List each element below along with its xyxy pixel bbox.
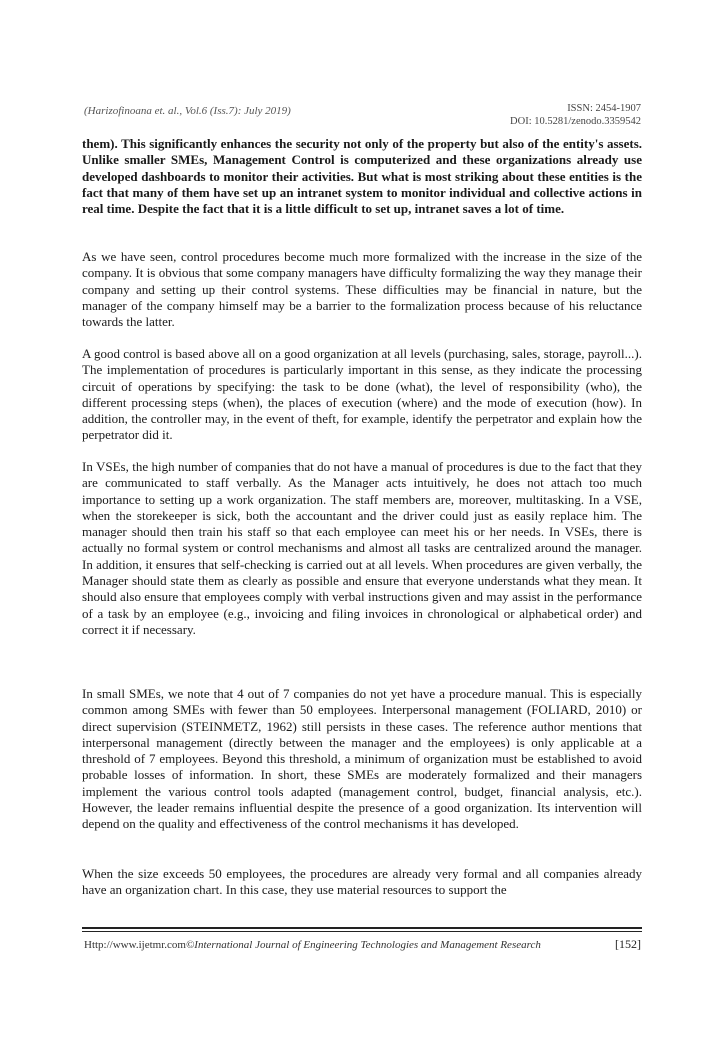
header-identifiers: [510, 102, 641, 128]
header-citation: (Harizofinoana et. al., Vol.6 (Iss.7): July 2019): [84, 105, 291, 117]
footer-divider: [82, 927, 642, 929]
paragraph-3: A good control is based above all on a good organization at all levels (purchasing, sales, storage, payroll...). The implementation of procedures is particularly important in this sense, as they indicate the processing circuit of operations by specifying: the task to be done (what), the level of responsibility (who), the different processing steps (when), the places of execution (where) and the mode of execution (how). In addition, the controller may, in the event of theft, for example, identify the perpetrator and explain how the perpetrator did it.: [82, 346, 642, 443]
paragraph-4: In VSEs, the high number of companies that do not have a manual of procedures is due to the fact that they are communicated to staff verbally. As the Manager acts intuitively, he does not attach too much importance to setting up a work organization. The staff members are, moreover, multitasking. In a VSE, when the storekeeper is sick, both the accountant and the driver could just as easily replace him. The manager should then train his staff so that each employee can meet his or her needs. In VSEs, there is actually no formal system or control mechanisms and almost all tasks are centralized around the manager. In addition, it ensures that self-checking is carried out at all levels. When procedures are given verbally, the Manager should state them as clearly as possible and ensure that everyone understands what they mean. It should also ensure that employees comply with verbal instructions given and may assist in the performance of a task by an employee (e.g., invoicing and filing invoices in chronological or alphabetical order) and correct it if necessary.: [82, 459, 642, 637]
paragraph-5: In small SMEs, we note that 4 out of 7 companies do not yet have a procedure manual. This is especially common among SMEs with fewer than 50 employees. Interpersonal management (FOLIARD, 2010) or direct supervision (STEINMETZ, 1962) still persists in these cases. The reference author mentions that interpersonal management (directly between the manager and the employees) is only applicable at a threshold of 7 employees. Beyond this threshold, a minimum of organization must be established to avoid probable losses of information. In short, these SMEs are moderately formalized and their managers implement the various control tools adapted (management control, budget, financial analysis, etc.). However, the leader remains influential despite the presence of a good organization. Its intervention will depend on the quality and effectiveness of the control mechanisms it has developed.: [82, 686, 642, 832]
footer-url[interactable]: Http://www.ijetmr.com: [84, 939, 186, 951]
footer-source: [84, 939, 541, 951]
paragraph-6: When the size exceeds 50 employees, the procedures are already very formal and all companies already have an organization chart. In this case, they use material resources to support the: [82, 866, 642, 898]
doi: DOI: 10.5281/zenodo.3359542: [510, 116, 641, 127]
paragraph-2: As we have seen, control procedures become much more formalized with the increase in the size of the company. It is obvious that some company managers have difficulty formalizing the way they manage their company and setting up their control systems. These difficulties may be financial in nature, but the manager of the company himself may be a barrier to the formalization process because of his reluctance towards the latter.: [82, 249, 642, 330]
issn: ISSN: 2454-1907: [567, 103, 641, 114]
page-number: [152]: [615, 937, 641, 951]
paragraph-1: them). This significantly enhances the security not only of the property but also of the entity's assets. Unlike smaller SMEs, Management Control is computerized and these organizations already use developed dashboards to monitor their activities. But what is most striking about these entities is the fact that many of them have set up an intranet system to monitor individual and collective actions in real time. Despite the fact that it is a little difficult to set up, intranet saves a lot of time.: [82, 136, 642, 217]
footer-divider-thin: [82, 931, 642, 932]
footer-journal: ©International Journal of Engineering Technologies and Management Research: [185, 939, 541, 951]
